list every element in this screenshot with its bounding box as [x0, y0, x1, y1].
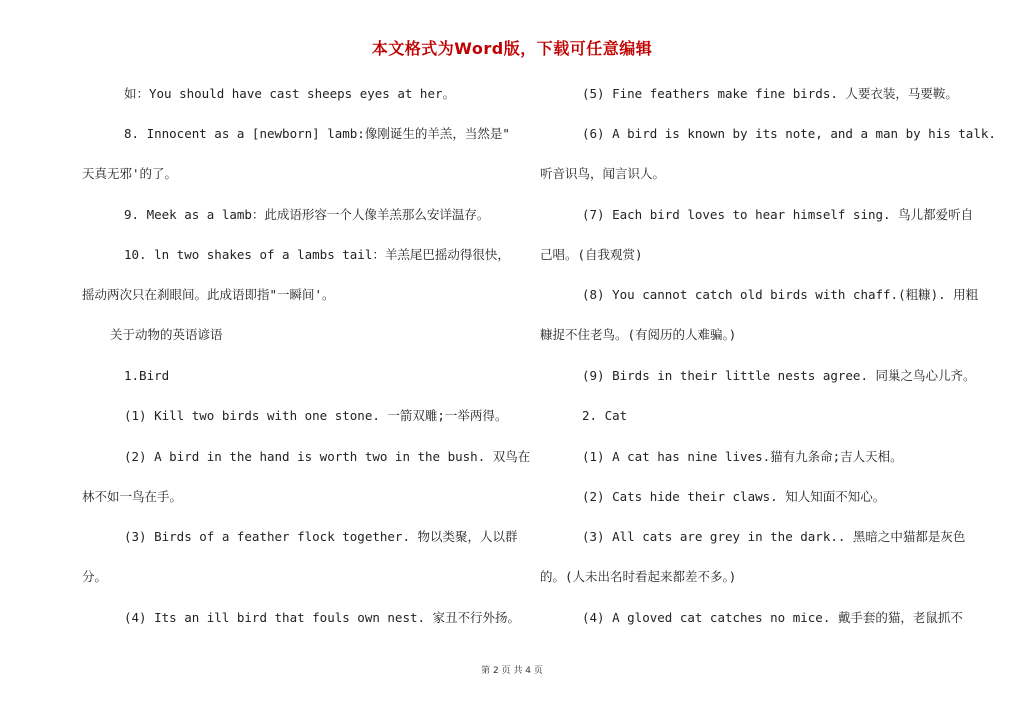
text-line: (7) Each bird loves to hear himself sing. 鸟儿都爱听自	[582, 207, 974, 222]
text-line: (6) A bird is known by its note, and a man by his talk.	[582, 126, 996, 141]
text-line: 林不如一鸟在手。	[82, 489, 183, 504]
text-line: (2) Cats hide their claws. 知人知面不知心。	[582, 489, 886, 504]
text-line: 天真无邪'的了。	[82, 166, 178, 181]
text-line: (1) A cat has nine lives.猫有九条命;吉人天相。	[582, 449, 903, 464]
text-line: (4) Its an ill bird that fouls own nest. 家丑不行外扬。	[124, 610, 521, 625]
text-line: 的。(人未出名时看起来都差不多。)	[540, 569, 737, 584]
text-line: (1) Kill two birds with one stone. 一箭双雕;一举两得。	[124, 408, 508, 423]
text-line: 摇动两次只在刹眼间。此成语即指"一瞬间'。	[82, 287, 335, 302]
document-banner: 本文格式为Word版，下载可任意编辑	[371, 39, 653, 58]
page-number: 第 2 页 共 4 页	[481, 666, 543, 676]
subsection-heading: 2. Cat	[582, 408, 628, 423]
text-line: (2) A bird in the hand is worth two in the bush. 双鸟在	[124, 449, 531, 464]
text-line: 如：You should have cast sheeps eyes at her。	[124, 86, 455, 101]
text-line: (8) You cannot catch old birds with chaff.(粗糠). 用粗	[582, 287, 979, 302]
text-line: (5) Fine feathers make fine birds. 人要衣装，马要鞍。	[582, 86, 958, 101]
text-line: (9) Birds in their little nests agree. 同巢之鸟心儿齐。	[582, 368, 976, 383]
section-heading: 关于动物的英语谚语	[110, 327, 223, 342]
subsection-heading: 1.Bird	[124, 368, 170, 383]
text-line: 己唱。(自我观赏)	[540, 247, 643, 262]
text-line: (3) Birds of a feather flock together. 物以类聚，人以群	[124, 529, 518, 544]
text-line: 分。	[82, 569, 108, 584]
text-line: (3) All cats are grey in the dark.. 黑暗之中猫都是灰色	[582, 529, 966, 544]
text-line: 8. Innocent as a [newborn] lamb:像刚诞生的羊羔，当然是"	[124, 126, 510, 141]
text-line: 9. Meek as a lamb：此成语形容一个人像羊羔那么安详温存。	[124, 207, 490, 222]
text-line: 听音识鸟，闻言识人。	[540, 166, 666, 181]
text-line: 10. ln two shakes of a lambs tail：羊羔尾巴摇动得很快，	[124, 247, 510, 262]
text-line: (4) A gloved cat catches no mice. 戴手套的猫，老鼠抓不	[582, 610, 963, 625]
text-line: 糠捉不住老鸟。(有阅历的人难骗。)	[540, 327, 737, 342]
